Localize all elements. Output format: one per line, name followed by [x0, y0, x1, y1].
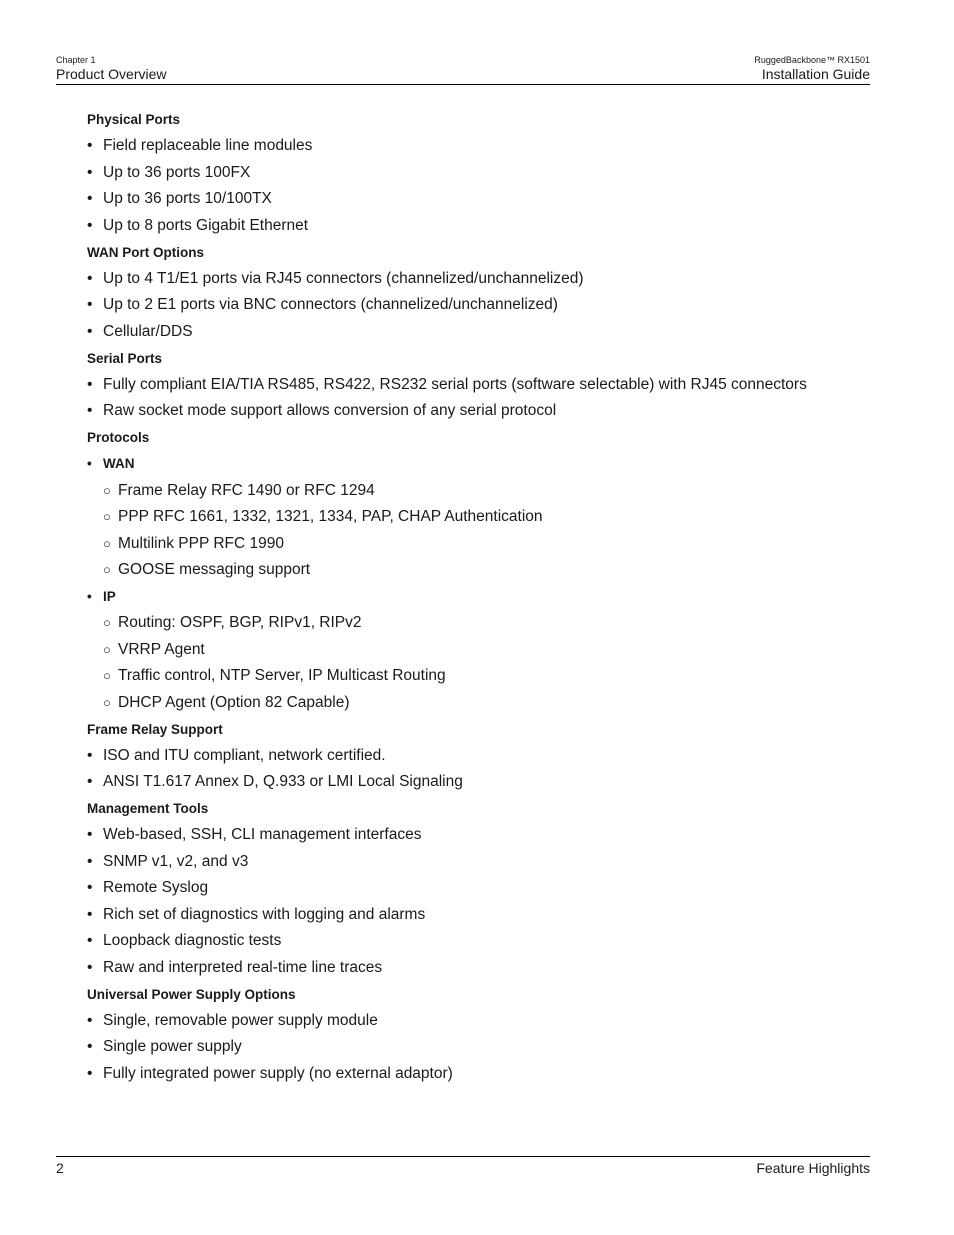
- list-item: • Fully compliant EIA/TIA RS485, RS422, RS232 serial ports (software selectable) with RJ45 connectors: [87, 375, 807, 393]
- list-item: • Loopback diagnostic tests: [87, 932, 282, 949]
- section-heading: Universal Power Supply Options: [87, 986, 296, 1002]
- bullet-icon: •: [87, 852, 93, 870]
- header-left: [56, 55, 166, 83]
- list-item: • Fully integrated power supply (no external adaptor): [87, 1064, 453, 1082]
- list-item: • Single, removable power supply module: [87, 1011, 378, 1029]
- bullet-icon: •: [87, 588, 92, 604]
- list-item: • Up to 2 E1 ports via BNC connectors (channelized/unchannelized): [87, 296, 558, 313]
- bullet-list: [87, 587, 887, 606]
- bullet-list: [87, 454, 887, 473]
- section-protocols: [87, 429, 887, 712]
- list-item: • Raw and interpreted real-time line traces: [87, 958, 383, 976]
- bullet-icon: •: [87, 958, 93, 976]
- section-serial-ports: [87, 350, 887, 421]
- circle-bullet-icon: ○: [103, 562, 111, 577]
- bullet-icon: •: [87, 216, 93, 234]
- section-frame-relay-support: [87, 721, 887, 792]
- sub-bullet-list: [87, 613, 887, 712]
- bullet-icon: •: [87, 1064, 93, 1082]
- bullet-icon: •: [87, 1038, 93, 1055]
- list-item: ○ VRRP Agent: [103, 640, 205, 658]
- list-item: • Up to 4 T1/E1 ports via RJ45 connectors (channelized/unchannelized): [87, 269, 584, 287]
- list-item: • ANSI T1.617 Annex D, Q.933 or LMI Local Signaling: [87, 773, 463, 790]
- list-item: ○ Routing: OSPF, BGP, RIPv1, RIPv2: [103, 614, 362, 631]
- bullet-icon: •: [87, 746, 93, 764]
- bullet-icon: •: [87, 269, 93, 287]
- bullet-icon: •: [87, 456, 92, 471]
- bullet-icon: •: [87, 137, 93, 154]
- sub-bullet-list: [87, 481, 887, 580]
- page-header: [56, 55, 870, 85]
- bullet-list: [87, 375, 887, 421]
- section-heading: Serial Ports: [87, 350, 163, 366]
- list-item: • Field replaceable line modules: [87, 137, 313, 154]
- product-name: RuggedBackbone™ RX1501: [754, 55, 870, 65]
- bullet-list: [87, 1011, 887, 1083]
- section-heading: Protocols: [87, 430, 150, 445]
- document-body: [87, 111, 887, 1092]
- protocol-group-wan: • WAN: [87, 456, 135, 471]
- bullet-icon: •: [87, 773, 93, 790]
- bullet-icon: •: [87, 826, 93, 843]
- bullet-icon: •: [87, 375, 93, 393]
- bullet-list: [87, 136, 887, 235]
- section-heading: Frame Relay Support: [87, 721, 223, 737]
- page-footer: [56, 1156, 870, 1181]
- bullet-list: [87, 825, 887, 977]
- circle-bullet-icon: ○: [103, 535, 111, 551]
- circle-bullet-icon: ○: [103, 694, 111, 710]
- bullet-icon: •: [87, 296, 93, 313]
- header-right: [754, 55, 870, 83]
- list-item: • Remote Syslog: [87, 879, 209, 896]
- list-item: ○ PPP RFC 1661, 1332, 1321, 1334, PAP, CHAP Authentication: [103, 508, 543, 525]
- section-physical-ports: [87, 111, 887, 235]
- list-item: • Up to 36 ports 10/100TX: [87, 190, 272, 207]
- list-item: • Up to 36 ports 100FX: [87, 163, 251, 181]
- bullet-icon: •: [87, 190, 93, 207]
- list-item: • Raw socket mode support allows conversion of any serial protocol: [87, 402, 557, 419]
- bullet-list: [87, 269, 887, 341]
- footer-section-title: Feature Highlights: [756, 1160, 870, 1176]
- bullet-list: [87, 746, 887, 792]
- section-heading: Management Tools: [87, 801, 209, 816]
- bullet-icon: •: [87, 905, 93, 923]
- circle-bullet-icon: ○: [103, 509, 111, 524]
- list-item: ○ GOOSE messaging support: [103, 561, 311, 578]
- list-item: • SNMP v1, v2, and v3: [87, 852, 249, 870]
- circle-bullet-icon: ○: [103, 641, 111, 657]
- list-item: • Up to 8 ports Gigabit Ethernet: [87, 216, 309, 234]
- protocol-group-ip: • IP: [87, 588, 116, 604]
- circle-bullet-icon: ○: [103, 615, 111, 630]
- bullet-icon: •: [87, 163, 93, 181]
- section-management-tools: [87, 800, 887, 977]
- list-item: ○ Frame Relay RFC 1490 or RFC 1294: [103, 481, 375, 499]
- bullet-icon: •: [87, 879, 93, 896]
- bullet-icon: •: [87, 932, 93, 949]
- bullet-icon: •: [87, 402, 93, 419]
- guide-title: Installation Guide: [761, 66, 870, 82]
- section-heading: Physical Ports: [87, 112, 181, 127]
- list-item: ○ DHCP Agent (Option 82 Capable): [103, 693, 350, 711]
- list-item: ○ Multilink PPP RFC 1990: [103, 534, 284, 552]
- circle-bullet-icon: ○: [103, 482, 111, 498]
- list-item: ○ Traffic control, NTP Server, IP Multicast Routing: [103, 667, 446, 684]
- section-wan-port-options: [87, 244, 887, 341]
- list-item: • Cellular/DDS: [87, 322, 193, 340]
- page-number: 2: [56, 1160, 64, 1176]
- list-item: • Web-based, SSH, CLI management interfaces: [87, 826, 422, 843]
- bullet-icon: •: [87, 1011, 93, 1029]
- bullet-icon: •: [87, 322, 93, 340]
- list-item: • Single power supply: [87, 1038, 242, 1055]
- circle-bullet-icon: ○: [103, 668, 111, 683]
- section-heading: WAN Port Options: [87, 244, 204, 260]
- section-power-supply-options: [87, 986, 887, 1083]
- list-item: • ISO and ITU compliant, network certified.: [87, 746, 386, 764]
- chapter-title: Product Overview: [56, 66, 167, 82]
- list-item: • Rich set of diagnostics with logging and alarms: [87, 905, 426, 923]
- chapter-label: Chapter 1: [56, 55, 96, 65]
